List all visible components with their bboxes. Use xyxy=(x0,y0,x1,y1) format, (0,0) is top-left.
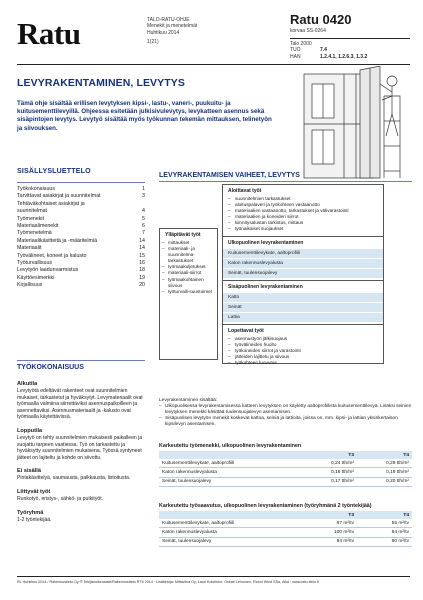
toc-entry-label: Käyttöesimerkki xyxy=(17,274,55,281)
classification-label: Talo 2000 xyxy=(290,41,312,47)
phase-task-item: – materiaalien ja koneiden siirrot xyxy=(223,214,383,220)
phase-task-item: – materiaali- ja suunnitelma-tarkastukset xyxy=(160,246,217,264)
header-meta xyxy=(147,17,197,45)
row-label: Seinät, tuulensuojalevy xyxy=(159,537,302,546)
overall-tasks-title: Ylläpitävät työt xyxy=(165,232,201,238)
overall-tasks-box xyxy=(159,228,218,360)
org-label: TALO-RATU-OHJE xyxy=(147,17,190,23)
phase-task-item: – asennustyön jälkisuojaus xyxy=(223,336,383,342)
ext-title: Ulkopuolinen levyrakentaminen xyxy=(228,239,304,246)
classification-value: 7.4 xyxy=(320,47,327,53)
row-value-t3: 0,17 tth/m² xyxy=(302,477,357,486)
notes-item: – Ulkopuolisessa levyrakentamisessa katteen levytyksen on käytetty aaltoprofiilista kuitusementtilevyä. Lisäksi seinien levytyksen menekki käsittää tuulensuojalevyn asentamisen. xyxy=(159,404,412,416)
paragraph-text: Runkotyö, eristys-, sähkö- ja putkityöt. xyxy=(17,495,104,502)
classification-value: 1.2.4.1, 1.2.6.3, 1.3.2 xyxy=(320,54,368,60)
row-value-t3: 100 m²/tv xyxy=(302,528,357,537)
toc-entry-label: Materiaalit xyxy=(17,245,42,252)
toc-entry-label: Työmenekit xyxy=(17,215,45,222)
toc-list xyxy=(17,186,145,290)
toc-entry xyxy=(17,223,145,230)
finish-list xyxy=(223,336,383,366)
intro-text: Tämä ohje sisältää erillisen levytyksen kipsi-, lastu-, vaneri-, puukuitu- ja kuitusementtilevyillä. Ohjeessa esitetään julkisivulevytys, levykatteen asennus sekä sisäpintojen levytys. Levytyö sisältää myös työkunnan tekemän mittauksen, telinetyön ja siivouksen. xyxy=(17,100,272,132)
toc-entry xyxy=(17,216,145,223)
classification-key: TUO xyxy=(290,47,301,53)
column-header: T4 xyxy=(357,451,412,459)
work-section-heading: TYÖKOKONAISUUS xyxy=(17,364,84,371)
output-rate-table xyxy=(159,503,412,547)
toc-entry-page: 14 xyxy=(139,245,145,252)
phase-task-item: – työnaikaiset suojaukset xyxy=(223,226,383,232)
paragraph-text: Levytyö on tehty suunnitelmien mukaisesti paikalleen ja suojattu tarpeen vaatiessa. Työ on tarkastettu ja hyväksytty suunnitelmien mukaisena. Työssä syntyneet jätteet on lajiteltu ja kohde on siivottu. xyxy=(17,434,143,461)
toc-entry-page: 1 xyxy=(142,186,145,192)
paragraph-heading: Lopputila xyxy=(17,427,43,434)
toc-entry-label: Kirjallisuus xyxy=(17,282,43,289)
row-value-t4: 0,20 tth/m² xyxy=(357,477,412,486)
toc-entry xyxy=(17,253,145,260)
phase-band-item: Seinät, tuulensuojalevy xyxy=(223,268,383,278)
header-code-block xyxy=(290,13,410,61)
phase-task-item: – työkoneiden siirrot ja varastointi xyxy=(223,348,383,354)
toc-entry-label: Materiaalikäsitteitä ja -määritelmiä xyxy=(17,237,98,244)
notes-lead: Levyrakentaminen sisältää: xyxy=(159,398,218,403)
doc-type: Menekit ja menetelmät xyxy=(147,23,198,30)
toc-entry xyxy=(17,201,145,208)
toc-entry-page: 15 xyxy=(139,252,145,259)
toc-entry-label: Tarvittavat asiakirjat ja suunnitelmat xyxy=(17,193,101,200)
toc-entry-page: 18 xyxy=(139,267,145,274)
work-rate-table-title: Karkeutettu työmenekki, ulkopuolinen levyrakentaminen xyxy=(159,443,302,449)
work-rate-table xyxy=(159,443,412,487)
phase-task-item: – työmaakohtainen siivous xyxy=(160,277,217,289)
doc-date: Huhtikuu 2014 xyxy=(147,29,180,36)
phase-task-item: – aloituspalaveri ja työkohteen vastaanotto xyxy=(223,202,383,208)
toc-entry xyxy=(17,193,145,200)
classification-key: HAN xyxy=(290,54,301,60)
phase-task-item: – materiaalien vastaanotto, tarkastukset ja välivarastointi xyxy=(223,208,383,214)
toc-divider xyxy=(17,182,145,183)
overall-tasks-list xyxy=(160,240,217,295)
toc-entry-label: Työvälineet, koneet ja kalusto xyxy=(17,252,87,259)
toc-entry-page xyxy=(135,201,145,208)
toc-entry-page: 7 xyxy=(142,230,145,237)
scope-notes xyxy=(159,398,412,428)
top-divider xyxy=(17,64,410,65)
toc-entry xyxy=(17,267,145,274)
classification-row xyxy=(290,54,410,61)
table-row xyxy=(159,528,412,537)
paragraph-heading: Ei sisällä xyxy=(17,468,41,475)
toc-entry-page: 4 xyxy=(142,208,145,215)
toc-entry-page: 5 xyxy=(142,215,145,222)
toc-entry xyxy=(17,238,145,245)
phase-task-item: – suunnitelmien tarkastukset xyxy=(223,196,383,202)
phase-band-item: Katto xyxy=(223,292,383,302)
work-section-body xyxy=(17,381,145,523)
phases-main-box xyxy=(222,184,384,364)
phase-task-item: – materiaali-siirrot xyxy=(160,270,217,276)
toc-entry-label: Työturvallisuus xyxy=(17,260,53,267)
replaces-label: korvaa SS-0264 xyxy=(290,28,326,34)
row-value-t4: 55 m²/tv xyxy=(357,519,412,528)
worker-installing-panel-illustration xyxy=(300,66,412,183)
toc-entry xyxy=(17,230,145,237)
toc-entry xyxy=(17,275,145,282)
row-value-t4: 0,29 tth/m² xyxy=(357,459,412,468)
toc-entry-label: Materiaalimenekit xyxy=(17,223,59,230)
phase-task-item: – työvälineiden huolto xyxy=(223,342,383,348)
paragraph-heading: Liittyvät työt xyxy=(17,488,51,495)
finish-title: Lopettavat työt xyxy=(228,327,264,334)
paragraph-text: Levytyötä edeltävät rakenteet ovat suunnitelmien mukaiset, tarkastetut ja hyväksytyt. Levymateriaalit ovat työmaalla valmiina siirrettäviksi asennuspaikoilleen ja asennettaviksi. Asennusmateriaalit ja -kalusto ovat työmaalla käytettävissä. xyxy=(17,388,143,421)
row-label: Kuitusementtilevykate, aaltoprofiili xyxy=(159,519,302,528)
output-rate-table-title: Karkeutettu työsaavutus, ulkopuolinen levyrakentaminen (työryhmänä 2 työntekijää) xyxy=(159,503,372,509)
phase-task-item: – kiinnitysalustan tarkistus, mittaus xyxy=(223,220,383,226)
paragraph-text: 1-2 työntekijää. xyxy=(17,516,52,523)
phases-diagram xyxy=(159,172,412,182)
paragraph-heading: Alkutila xyxy=(17,381,38,387)
column-header: T3 xyxy=(302,451,357,459)
row-value-t3: 0,24 tth/m² xyxy=(302,459,357,468)
row-value-t3: 94 m²/tv xyxy=(302,537,357,546)
prep-list xyxy=(223,196,383,233)
row-label: Seinät, tuulensuojalevy xyxy=(159,477,302,486)
phase-task-item: – jätteiden lajittelu ja siivous xyxy=(223,354,383,360)
toc-entry xyxy=(17,245,145,252)
row-value-t3: 0,16 tth/m² xyxy=(302,468,357,477)
row-value-t4: 0,19 tth/m² xyxy=(357,468,412,477)
table-row xyxy=(159,537,412,546)
classification-row xyxy=(290,47,410,54)
int-list xyxy=(223,292,383,322)
toc-entry-page: 19 xyxy=(139,274,145,281)
toc-entry-page: 16 xyxy=(139,260,145,267)
toc-heading: SISÄLLYSLUETTELO xyxy=(17,168,91,175)
toc-entry-label: Tehtäväkohtaiset asiakirjat ja xyxy=(17,200,85,207)
ext-list xyxy=(223,248,383,278)
ratu-logo: Ratu xyxy=(17,16,81,51)
section-divider xyxy=(17,360,145,361)
toc-entry-label: Työkokonaisuus xyxy=(17,186,55,192)
notes-item: – Sisäpuolisen levytyön menekit koskevat kattoa, seiniä ja lattioita, joissa on, mm. kipsi- ja lattian yksinkertaisen kipsilevyn asentamisen. xyxy=(159,416,412,428)
table-of-contents xyxy=(17,182,145,290)
row-value-t4: 84 m²/tv xyxy=(357,528,412,537)
table-row xyxy=(159,459,412,468)
phase-band-item: Seinät xyxy=(223,302,383,312)
toc-entry-page: 6 xyxy=(142,223,145,230)
header-divider xyxy=(290,38,410,39)
page-title: LEVYRAKENTAMINEN, LEVYTYS xyxy=(17,77,185,89)
phases-heading: LEVYRAKENTAMISEN VAIHEET, LEVYTYS xyxy=(159,172,300,179)
phase-task-item: – työmaakuljetukset xyxy=(160,264,217,270)
toc-entry xyxy=(17,186,145,193)
phase-band-item: Lattia xyxy=(223,312,383,322)
toc-entry-label: suunnitelmat xyxy=(17,208,48,215)
phase-task-item: – työturvalli-suustoimet xyxy=(160,289,217,295)
row-value-t3: 67 m²/tv xyxy=(302,519,357,528)
row-label: Katon rakennuslevyalusta xyxy=(159,528,302,537)
toc-entry xyxy=(17,208,145,215)
row-label: Kuitusementtilevykate, aaltoprofiili xyxy=(159,459,302,468)
row-value-t4: 80 m²/tv xyxy=(357,537,412,546)
int-title: Sisäpuolinen levyrakentaminen xyxy=(228,283,303,290)
page-footer: RL Huhtikuu 2014 / Rakennustieto Oy ® Tekijänoikeuslaki/Rakennustieto RT5 2014 · Lisätietoja: Mittaviiva Oy, Lauri Koistinen, Oskari Leinonen, Ronni Wind SSa, Aika · www.ratu-tieto.fi xyxy=(17,576,410,584)
phases-divider xyxy=(159,181,412,182)
paragraph-heading: Työryhmä xyxy=(17,509,44,516)
page-number: 1(21) xyxy=(147,38,159,45)
table-row xyxy=(159,519,412,528)
toc-entry-page: 20 xyxy=(139,282,145,289)
row-label: Katon rakennuslevyalusta xyxy=(159,468,302,477)
phase-band-item: Kuitusementtilevykate, aaltoprofiili xyxy=(223,248,383,258)
toc-entry xyxy=(17,282,145,289)
prep-title: Aloittavat työt xyxy=(228,188,262,194)
paragraph-text: Pintakäsittelyä, saumausta, paikkausta, listoitusta. xyxy=(17,475,131,482)
toc-entry-page: 14 xyxy=(139,237,145,244)
column-header: T3 xyxy=(302,511,357,519)
toc-entry xyxy=(17,260,145,267)
table-header-row xyxy=(159,451,412,459)
toc-entry-label: Levytyön laadunvarmistus xyxy=(17,267,79,274)
doc-code: Ratu 0420 xyxy=(290,12,352,27)
table-header-row xyxy=(159,511,412,519)
column-header: T4 xyxy=(357,511,412,519)
phase-band-item: Katon rakennuslevyalusta xyxy=(223,258,383,268)
table-row xyxy=(159,477,412,486)
phase-task-item: – työkohteen luovutus xyxy=(223,360,383,366)
table-row xyxy=(159,468,412,477)
toc-entry-label: Työmenetelmä xyxy=(17,230,52,237)
toc-entry-page: 3 xyxy=(142,193,145,200)
phase-task-item: – mittaukset xyxy=(160,240,217,246)
